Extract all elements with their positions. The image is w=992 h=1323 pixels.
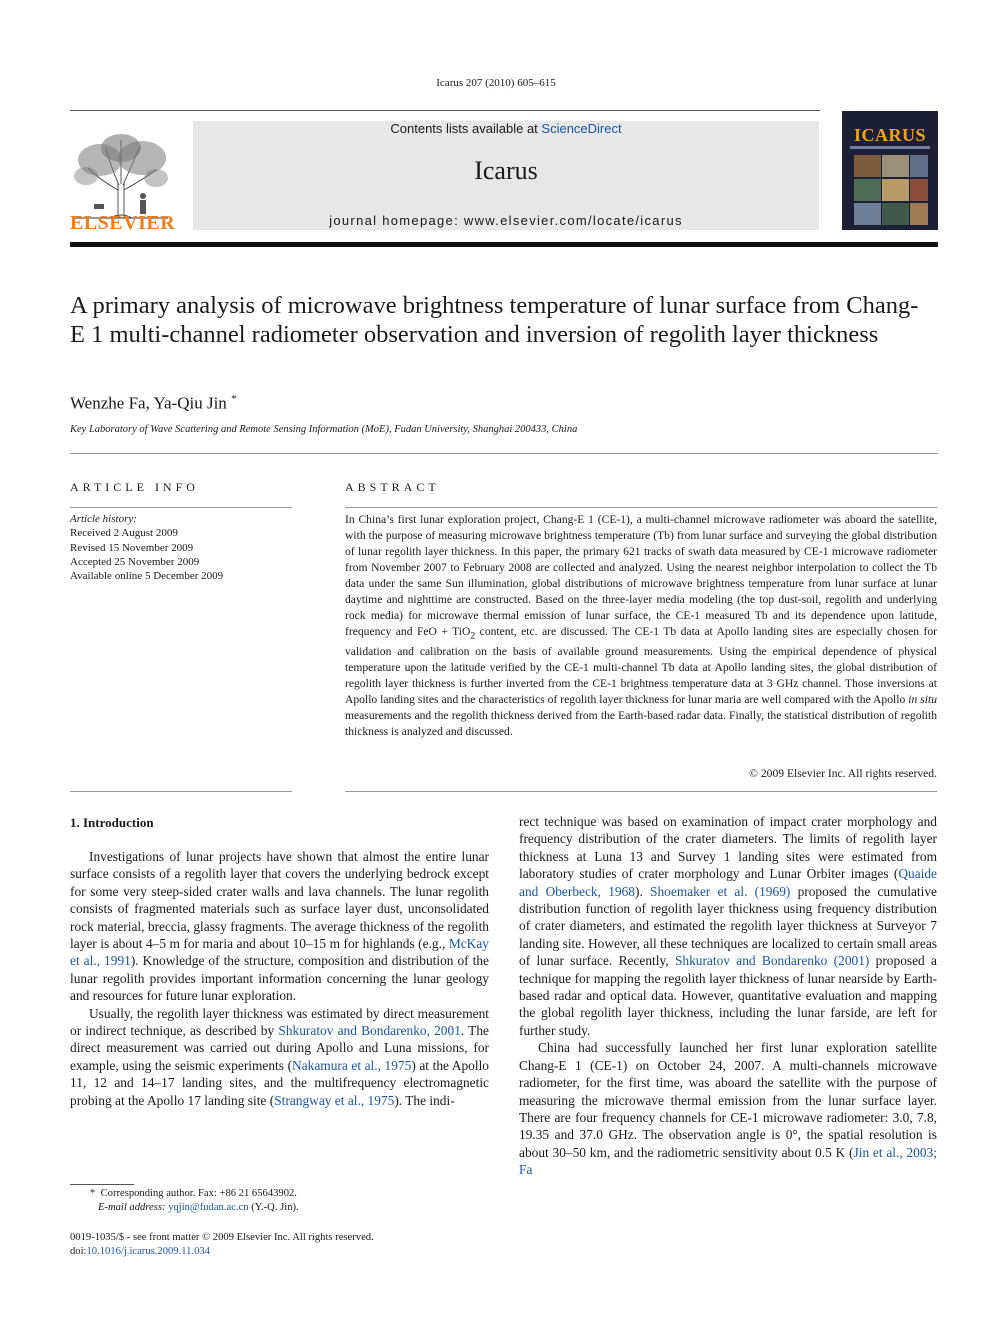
footnote-rule (70, 1184, 134, 1185)
issn-line: 0019-1035/$ - see front matter © 2009 Elsevier Inc. All rights reserved. (70, 1232, 374, 1243)
citation-link[interactable]: Jin et al., 2003; Fa (519, 1144, 937, 1178)
cover-image-tile (854, 203, 881, 225)
citation-link[interactable]: Quaide and Oberbeck, 1968 (519, 866, 937, 899)
homepage-url[interactable]: www.elsevier.com/locate/icarus (463, 213, 683, 228)
sciencedirect-link[interactable]: ScienceDirect (541, 121, 622, 136)
history-accepted: Accepted 25 November 2009 (70, 555, 200, 568)
text-run: ). The indi- (394, 1092, 455, 1108)
front-matter (70, 1231, 374, 1259)
body-column-right (519, 813, 937, 1179)
section-heading-introduction: 1. Introduction (70, 815, 154, 830)
cover-image-tile (882, 203, 909, 225)
footnote-email (70, 1201, 299, 1215)
article-history (70, 512, 223, 583)
paragraph (70, 1005, 489, 1109)
text-run: Investigations of lunar projects have shown that almost the entire lunar surface consists of a regolith layer that covers the underlying bedrock except for some very steep-sided crater walls and lava channels. The lunar regolith consists of fragmented materials such as surface layer dust, unconsolidated rock material, breccia, glassy fragments. The average thickness of the regolith layer is about 4–5 m for maria and about 10–15 m for highlands (e.g., (70, 849, 489, 952)
footnote-text: Corresponding author. Fax: +86 21 65643902. (100, 1188, 297, 1199)
cover-image-tile (882, 179, 909, 201)
cover-image-tile (854, 155, 881, 177)
copyright-notice: © 2009 Elsevier Inc. All rights reserved. (749, 767, 937, 780)
abstract-text (345, 512, 937, 740)
citation-link[interactable]: McKay et al., 1991 (70, 936, 489, 969)
author-list (70, 393, 237, 414)
abstract-bottom-rule (345, 791, 937, 792)
affiliation: Key Laboratory of Wave Scattering and Remote Sensing Information (MoE), Fudan University, Shanghai 200433, China (70, 424, 578, 435)
article-info-bottom-rule (70, 791, 292, 792)
abstract-part: measurements and the regolith thickness derived from the Earth-based radar data. Finally, the statistical distribution of regolith thickness is analyzed and discussed. (345, 708, 937, 738)
article-info-heading: ARTICLE INFO (70, 480, 199, 494)
journal-name[interactable]: Icarus (474, 156, 538, 185)
cover-image-tile (910, 203, 928, 225)
doi-line (70, 1245, 374, 1259)
text-run: . The direct measurement was carried out during Apollo and Luna missions, for example, using the seismic experiments ( (70, 1023, 489, 1073)
abstract-subscript: 2 (470, 629, 476, 641)
cover-subtitle-bar (850, 146, 930, 149)
text-run: ) at the Apollo 11, 12 and 14–17 landing sites, and the multifrequency electromagnetic probing at the Apollo 17 landing site ( (70, 1057, 489, 1108)
text-run: Usually, the regolith layer thickness was estimated by direct measurement or indirect technique, as described by (70, 1005, 489, 1039)
text-run: ). (634, 883, 651, 899)
journal-cover-thumbnail[interactable] (842, 111, 938, 230)
email-suffix: (Y.-Q. Jin). (248, 1202, 299, 1213)
citation-link[interactable]: Nakamura et al., 1975 (292, 1057, 412, 1073)
corresponding-author-mark[interactable]: * (231, 393, 237, 405)
history-label: Article history: (70, 513, 137, 525)
cover-title: ICARUS (853, 125, 926, 145)
text-run: rect technique was based on examination of impact crater morphology and frequency distribution of the crater diameters. The limits of regolith layer thickness at Luna 13 and Survey 1 landing sites were estimated from laboratory studies of crater morphology and Lunar Orbiter images ( (519, 814, 937, 882)
paragraph (519, 1039, 937, 1178)
contents-line (193, 121, 819, 136)
journal-homepage (193, 213, 819, 228)
title-rule (70, 453, 938, 454)
elsevier-wordmark: ELSEVIER (70, 212, 176, 234)
abstract-rule (345, 507, 937, 508)
cover-image-tile (910, 179, 928, 201)
body-column-left (70, 848, 489, 1109)
footnote (70, 1187, 299, 1215)
article-title: A primary analysis of microwave brightness temperature of lunar surface from Chang-E 1 multi-channel radiometer observation and inversion of regolith layer thickness (70, 292, 919, 348)
paragraph (519, 813, 937, 1039)
abstract-part: content, etc. are discussed. The CE-1 Tb data at Apollo landing sites are especially chosen for validation and calibration on the basis of available ground measurements. Using the empirical dependence of physical temperature upon the latitude verified by the CE-1 multi-channel Tb data at Apollo landing sites, the global distribution of regolith layer thickness is further inverted from the CE-1 brightness temperature data at 3 GHz channel. Those inversions at Apollo landing sites and the characteristics of regolith layer thickness for lunar maria are well compared with the Apollo (345, 624, 937, 706)
article-info-rule (70, 507, 292, 508)
text-run: ). Knowledge of the structure, composition and distribution of the lunar regolith provides important information concerning the lunar geology and resources for future lunar exploration. (70, 953, 490, 1004)
homepage-prefix: journal homepage: (329, 213, 464, 228)
citation-link[interactable]: Strangway et al., 1975 (274, 1092, 395, 1108)
cover-image-tile (910, 155, 928, 177)
abstract-part: In China’s first lunar exploration project, Chang-E 1 (CE-1), a multi-channel microwave radiometer was aboard the satellite, with the purpose of measuring microwave brightness temperature (Tb) from lunar surface and surveying the global distribution of lunar regolith layer thickness. In this paper, the primary 621 tracks of swath data measured by CE-1 microwave radiometer from November 2007 to February 2008 are collected and analyzed. Using the nearest neighbor interpolation to collect the Tb data under the same Sun illumination, global distributions of microwave brightness temperature from lunar surface at lunar daytime and nighttime are constructed. Based on the three-layer media modeling (the top dust-soil, regolith and underlying rock media) for microwave thermal emission of lunar surface, the CE-1 measured Tb and its dependence upon latitude, frequency and FeO + TiO (345, 513, 937, 638)
author-names[interactable]: Wenzhe Fa, Ya-Qiu Jin (70, 393, 227, 413)
header-rule (70, 110, 820, 111)
cover-image-tile (854, 179, 881, 201)
abstract-italic: in situ (908, 692, 937, 706)
citation-link[interactable]: Shkuratov and Bondarenko, 2001 (278, 1023, 461, 1039)
citation-link[interactable]: Shoemaker et al. (1969) (650, 883, 791, 899)
text-run: proposed the cumulative distribution function of regolith layer thickness using frequency distribution of crater diameters, and estimated the regolith layer thickness at Surveyor 7 landing site. However, all these techniques are localized to certain small areas of lunar surface. Recently, (519, 883, 937, 969)
journal-citation: Icarus 207 (2010) 605–615 (436, 77, 556, 89)
citation-link[interactable]: Shkuratov and Bondarenko (2001) (674, 953, 870, 969)
footnote-corresponding (70, 1187, 299, 1201)
history-received: Received 2 August 2009 (70, 527, 178, 540)
email-link[interactable]: yqjin@fudan.ac.cn (168, 1202, 249, 1213)
contents-prefix: Contents lists available at (390, 121, 542, 136)
doi-link[interactable]: 10.1016/j.icarus.2009.11.034 (86, 1246, 210, 1257)
history-revised: Revised 15 November 2009 (70, 541, 194, 554)
footnote-mark: * (90, 1188, 96, 1199)
history-online: Available online 5 December 2009 (70, 570, 224, 583)
email-label: E-mail address: (97, 1202, 166, 1213)
text-run: China had successfully launched her first lunar exploration satellite Chang-E 1 (CE-1) on October 24, 2007. A multi-channels microwave radiometer, for the first time, was aboard the satellite with the purpose of measuring the microwave thermal emission from the lunar surface layer. There are four frequency channels for CE-1 microwave radiometer: 3.0, 7.8, 19.35 and 37.0 GHz. The observation angle is 0°, the spatial resolution is about 30–50 km, and the radiometric sensitivity about 0.5 K ( (519, 1040, 937, 1160)
doi-prefix: doi: (70, 1246, 87, 1257)
text-run: proposed a technique for mapping the regolith layer thickness of lunar nearside by Earth-based radar and optical data. However, quantitative evaluation and mapping the global regolith layer thickness, including the lunar farside, are left for further study. (519, 953, 937, 1038)
header-thick-rule (70, 242, 938, 247)
paragraph (70, 848, 489, 1005)
abstract-heading: ABSTRACT (345, 480, 440, 494)
cover-image-tile (882, 155, 909, 177)
